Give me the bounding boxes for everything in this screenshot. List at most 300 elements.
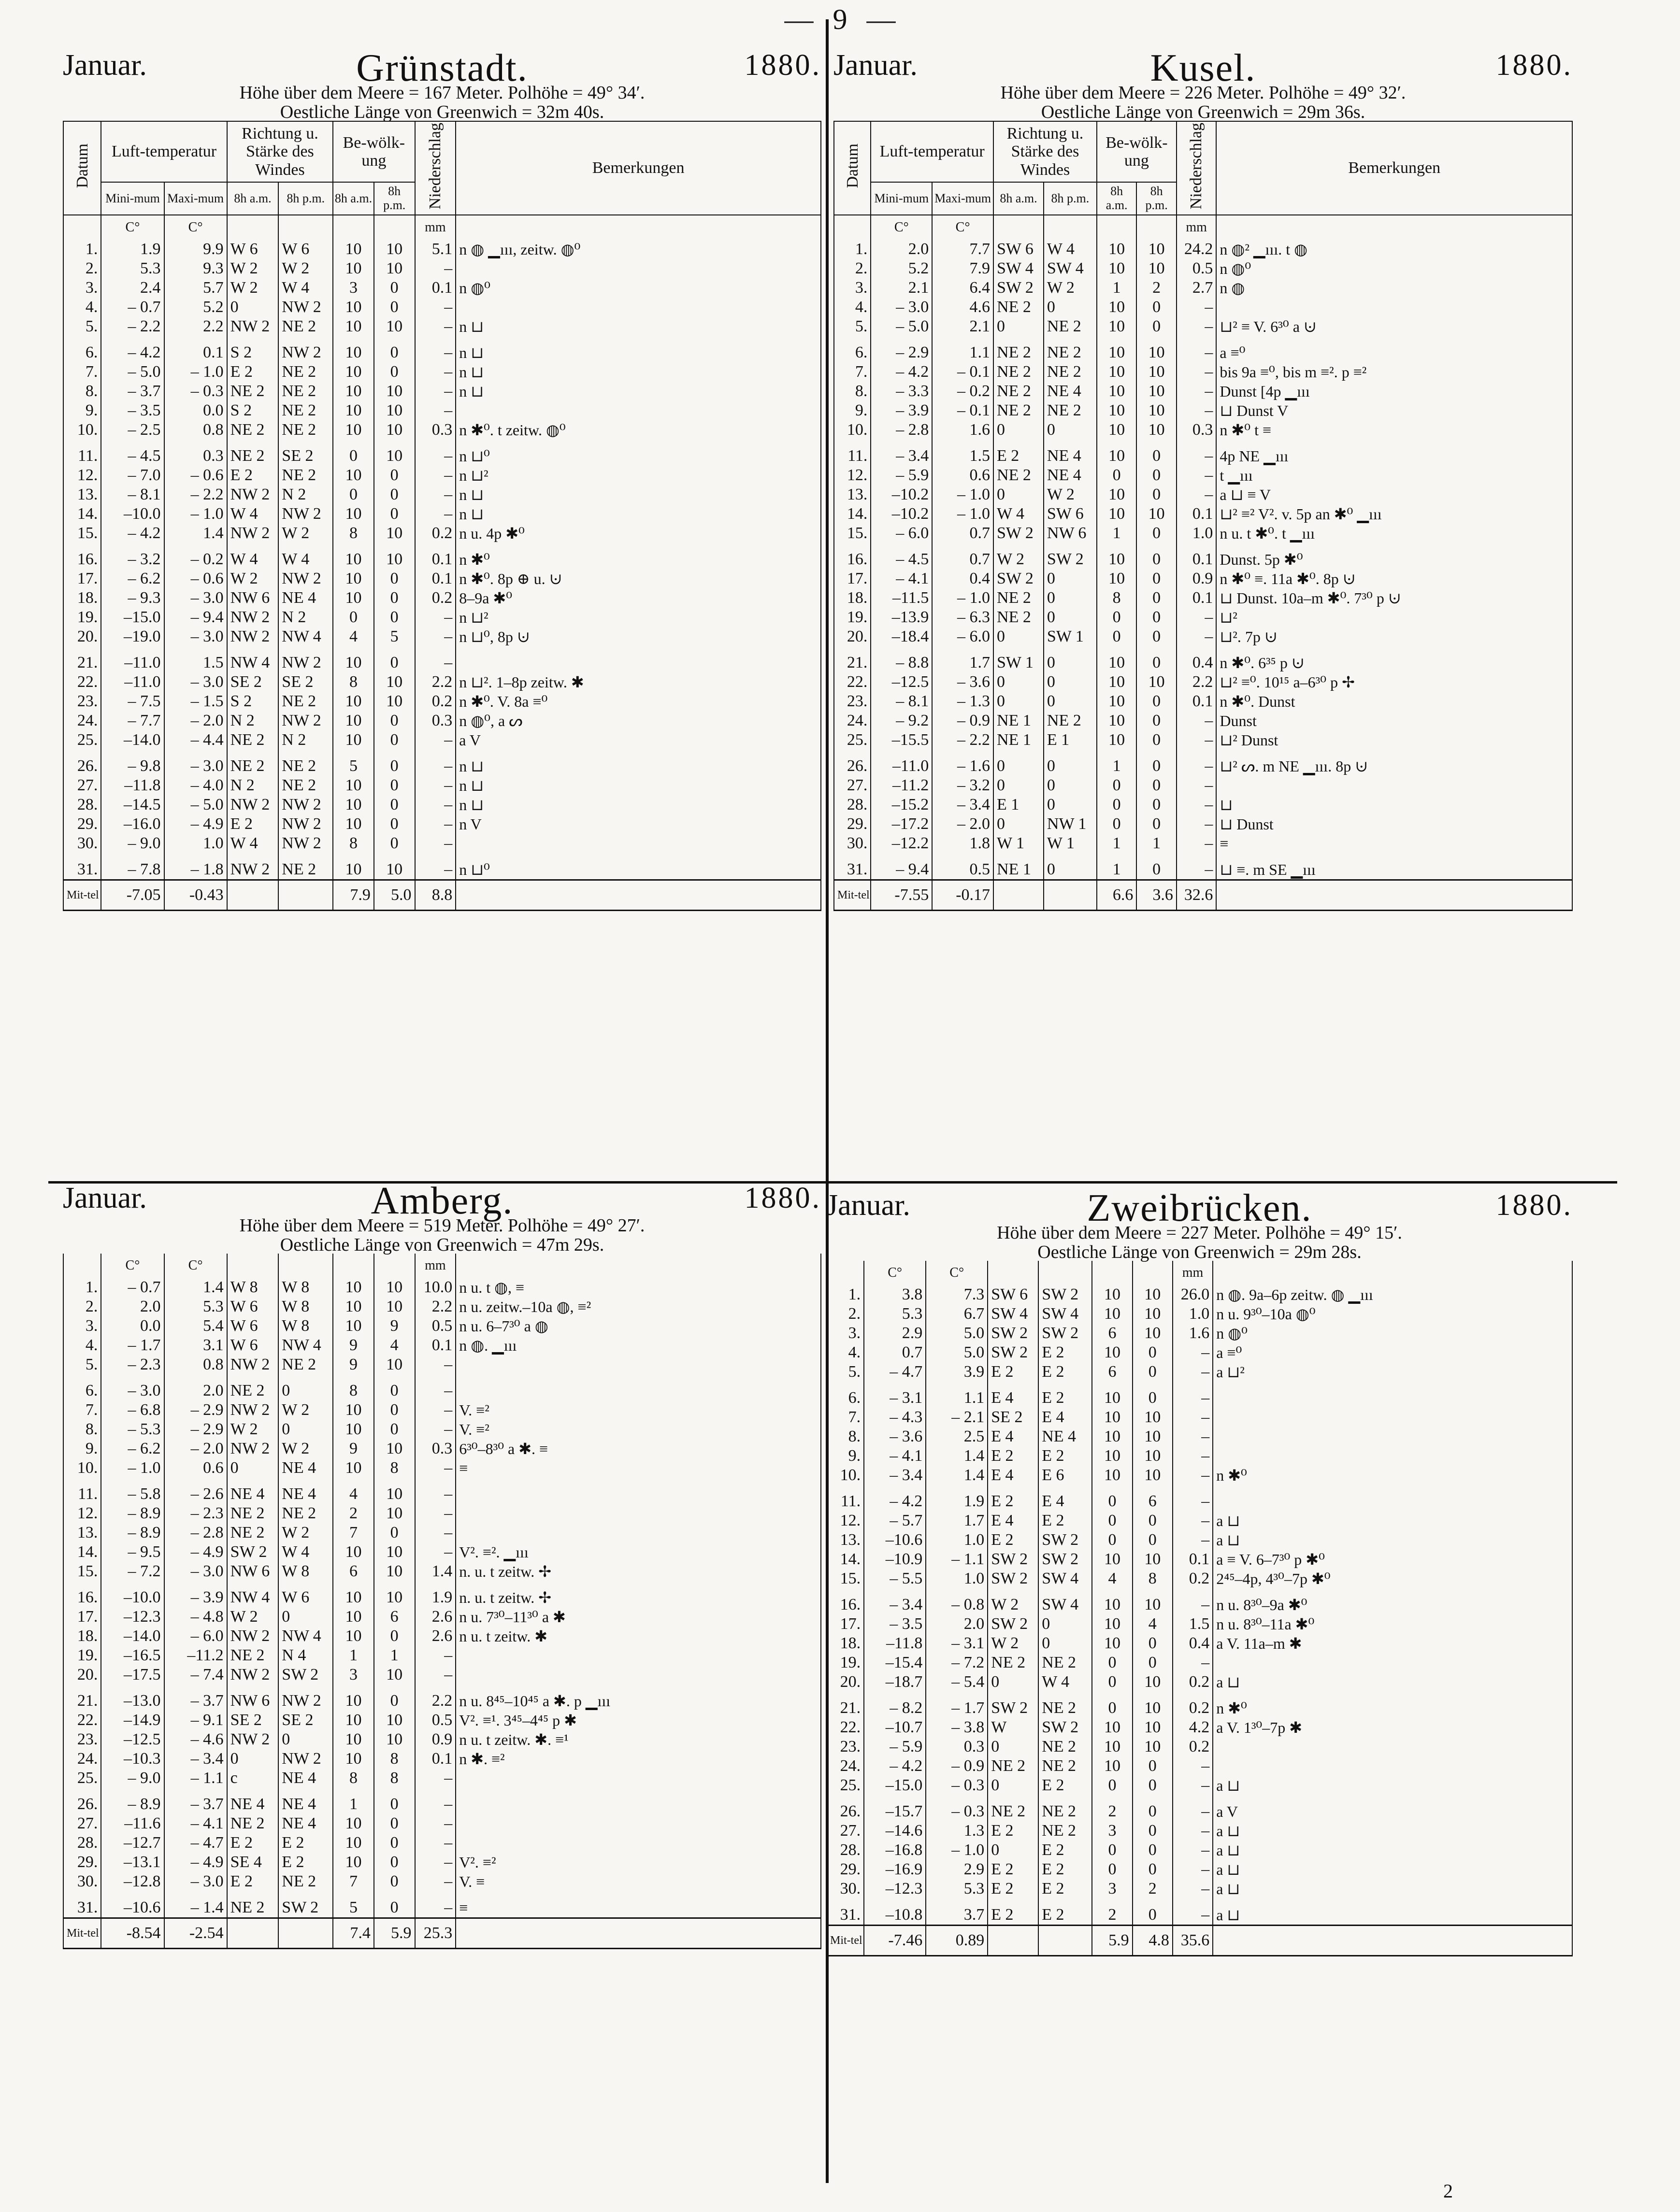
cell-max-temp: – 2.0 (932, 814, 993, 834)
cell-day: 4. (63, 298, 101, 317)
cell-cloud-pm: 0 (374, 1853, 415, 1872)
cell-wind-pm: SW 4 (1038, 1304, 1092, 1324)
cell-min-temp: 0.7 (864, 1343, 926, 1362)
cell-max-temp: – 3.0 (164, 1562, 227, 1581)
cell-max-temp: – 4.8 (164, 1607, 227, 1627)
cell-min-temp: –14.6 (864, 1821, 926, 1841)
table-row (827, 1614, 1572, 1634)
cell-precipitation: – (415, 446, 456, 466)
group-gap (63, 1684, 821, 1691)
cell-cloud-pm: 10 (374, 1711, 415, 1730)
cell-wind-pm: NE 2 (1038, 1653, 1092, 1672)
cell-max-temp: – 4.6 (164, 1730, 227, 1749)
cell-min-temp: – 5.8 (101, 1484, 164, 1504)
table-row (63, 1853, 821, 1872)
cell-cloud-am: 1 (333, 1646, 374, 1665)
cell-cloud-pm: 0 (1136, 730, 1177, 750)
table-row (63, 814, 821, 834)
cell-remarks: a ≡⁰ (1216, 343, 1572, 362)
table-row (63, 1646, 821, 1665)
table-row (63, 1484, 821, 1504)
mean-row (63, 1918, 821, 1949)
cell-wind-pm: E 2 (1038, 1905, 1092, 1926)
cell-cloud-pm: 10 (1133, 1446, 1173, 1466)
cell-max-temp: – 3.0 (164, 1872, 227, 1891)
cell-cloud-am: 10 (333, 814, 374, 834)
cell-wind-am: SE 2 (227, 672, 279, 692)
cell-precipitation: – (1173, 1905, 1213, 1926)
cell-max-temp: 1.0 (926, 1530, 988, 1550)
cell-cloud-am: 10 (333, 1278, 374, 1297)
cell-min-temp: –14.0 (101, 730, 164, 750)
cell-max-temp: – 3.8 (926, 1718, 988, 1737)
cell-cloud-pm: 0 (374, 1833, 415, 1853)
units-row (63, 1254, 821, 1278)
cell-wind-pm: NE 2 (1044, 343, 1097, 362)
cell-remarks: 8–9a ✱⁰ (456, 588, 821, 608)
cell-remarks (456, 1769, 821, 1788)
cell-cloud-am: 10 (333, 692, 374, 711)
cell-min-temp: – 3.7 (101, 382, 164, 401)
cell-precipitation: 0.9 (415, 1730, 456, 1749)
cell-wind-am: NW 4 (227, 653, 279, 672)
group-gap (827, 1898, 1572, 1905)
cell-wind-pm: NW 2 (278, 653, 333, 672)
cell-day: 5. (834, 317, 871, 336)
cell-remarks (456, 834, 821, 853)
cell-wind-pm: E 4 (1038, 1408, 1092, 1427)
cell-wind-am: 0 (988, 1737, 1038, 1756)
table-row (834, 485, 1572, 504)
cell-remarks: n u. t ✱⁰. t ▁ııı (1216, 524, 1572, 543)
cell-remarks: n ⊔² (456, 466, 821, 485)
cell-min-temp: – 6.0 (871, 524, 932, 543)
cell-precipitation: – (415, 608, 456, 627)
cell-min-temp: – 6.8 (101, 1400, 164, 1420)
cell-max-temp: – 2.0 (164, 1439, 227, 1458)
cell-precipitation: – (415, 1795, 456, 1814)
cell-cloud-pm: 10 (374, 1278, 415, 1297)
table-row (63, 420, 821, 440)
cell-remarks (456, 1504, 821, 1523)
cell-cloud-am: 0 (1097, 466, 1137, 485)
table-row (63, 485, 821, 504)
group-gap (827, 1588, 1572, 1595)
cell-wind-am: E 2 (988, 1530, 1038, 1550)
cell-wind-pm: 0 (278, 1420, 333, 1439)
cell-min-temp: – 5.7 (864, 1511, 926, 1530)
cell-remarks: a V (1213, 1802, 1572, 1821)
cell-remarks: n u. zeitw.–10a ◍, ≡² (456, 1297, 821, 1316)
unit-mm: mm (415, 1254, 456, 1278)
longitude-line: Oestliche Länge von Greenwich = 29m 36s. (1041, 102, 1365, 122)
cell-remarks: n ✱⁰ (1213, 1698, 1572, 1718)
cell-cloud-pm: 10 (374, 259, 415, 278)
observation-table (63, 121, 821, 911)
cell-wind-pm: E 2 (1038, 1879, 1092, 1898)
cell-cloud-am: 3 (333, 278, 374, 298)
cell-max-temp: – 1.0 (932, 504, 993, 524)
cell-cloud-am: 10 (1092, 1408, 1132, 1427)
observation-table (833, 121, 1573, 911)
table-row (827, 1530, 1572, 1550)
cell-precipitation: 0.2 (1173, 1698, 1213, 1718)
cell-cloud-pm: 10 (374, 1484, 415, 1504)
cell-precipitation: 0.1 (415, 569, 456, 588)
cell-min-temp: – 5.3 (101, 1420, 164, 1439)
cell-max-temp: 6.7 (926, 1304, 988, 1324)
cell-wind-am: SW 4 (993, 259, 1044, 278)
cell-precipitation: – (1173, 1821, 1213, 1841)
table-row (834, 834, 1572, 853)
unit-min: C° (871, 215, 932, 240)
cell-wind-pm: NW 2 (278, 298, 333, 317)
cell-cloud-pm: 0 (374, 298, 415, 317)
cell-wind-pm: NE 2 (278, 1872, 333, 1891)
table-row (63, 1316, 821, 1336)
header-wind-am: 8h a.m. (993, 182, 1044, 215)
cell-precipitation: – (1173, 1408, 1213, 1427)
cell-min-temp: 2.4 (101, 278, 164, 298)
cell-cloud-pm: 0 (374, 756, 415, 776)
cell-wind-am: NE 2 (993, 608, 1044, 627)
cell-min-temp: –15.2 (871, 795, 932, 814)
cell-cloud-pm: 0 (1136, 317, 1177, 336)
cell-precipitation: – (415, 1504, 456, 1523)
cell-wind-pm: NE 2 (278, 382, 333, 401)
cell-min-temp: – 3.0 (871, 298, 932, 317)
table-row (827, 1304, 1572, 1324)
mean-value (1044, 880, 1097, 910)
cell-day: 3. (834, 278, 871, 298)
cell-cloud-am: 10 (333, 1814, 374, 1833)
cell-cloud-pm: 5 (374, 627, 415, 646)
table-row (834, 466, 1572, 485)
cell-precipitation: – (1173, 1511, 1213, 1530)
cell-day: 20. (63, 627, 101, 646)
cell-cloud-pm: 0 (374, 1872, 415, 1891)
altitude-line: Höhe über dem Meere = 227 Meter. Polhöhe = 49° 15′. (997, 1223, 1402, 1243)
cell-wind-am: E 2 (988, 1879, 1038, 1898)
cell-cloud-am: 0 (1092, 1841, 1132, 1860)
cell-max-temp: – 6.0 (164, 1627, 227, 1646)
cell-precipitation: – (1173, 1343, 1213, 1362)
cell-cloud-pm: 10 (374, 382, 415, 401)
cell-min-temp: – 8.9 (101, 1504, 164, 1523)
cell-min-temp: –13.1 (101, 1853, 164, 1872)
table-row (827, 1511, 1572, 1530)
cell-precipitation: – (415, 627, 456, 646)
cell-cloud-pm: 0 (1133, 1756, 1173, 1776)
cell-day: 21. (63, 653, 101, 672)
cell-precipitation: – (1177, 466, 1217, 485)
cell-cloud-am: 8 (1097, 588, 1137, 608)
cell-wind-pm: 0 (1038, 1614, 1092, 1634)
cell-day: 27. (63, 1814, 101, 1833)
cell-cloud-am: 10 (1097, 550, 1137, 569)
cell-remarks: n ⊔ (456, 343, 821, 362)
cell-min-temp: – 5.9 (871, 466, 932, 485)
cell-wind-am: S 2 (227, 401, 279, 420)
cell-day: 7. (827, 1408, 864, 1427)
cell-day: 4. (827, 1343, 864, 1362)
cell-precipitation: 0.2 (1173, 1737, 1213, 1756)
mean-value (1213, 1926, 1572, 1956)
header-minimum: Mini-mum (101, 182, 164, 215)
cell-wind-am: 0 (988, 1672, 1038, 1692)
cell-wind-am: W 4 (993, 504, 1044, 524)
cell-cloud-am: 10 (1097, 298, 1137, 317)
cell-cloud-am: 10 (1097, 711, 1137, 730)
cell-cloud-pm: 6 (1133, 1492, 1173, 1511)
mean-value (1038, 1926, 1092, 1956)
cell-max-temp: 0.1 (164, 343, 227, 362)
altitude-line: Höhe über dem Meere = 226 Meter. Polhöhe = 49° 32′. (1000, 83, 1406, 103)
cell-precipitation: 2.2 (415, 1691, 456, 1711)
cell-min-temp: –11.6 (101, 1814, 164, 1833)
cell-cloud-am: 10 (333, 317, 374, 336)
cell-precipitation: 0.1 (1173, 1550, 1213, 1569)
cell-cloud-am: 10 (1097, 730, 1137, 750)
table-row (63, 569, 821, 588)
cell-min-temp: – 9.5 (101, 1542, 164, 1562)
cell-cloud-am: 2 (1092, 1802, 1132, 1821)
cell-remarks: n u. 8³⁰–9a ✱⁰ (1213, 1595, 1572, 1614)
cell-min-temp: –11.8 (864, 1634, 926, 1653)
cell-cloud-am: 6 (1092, 1362, 1132, 1382)
cell-max-temp: 5.4 (164, 1316, 227, 1336)
cell-remarks: V. ≡² (456, 1420, 821, 1439)
cell-wind-pm: SW 2 (1038, 1285, 1092, 1304)
cell-wind-am: E 4 (988, 1388, 1038, 1408)
cell-cloud-am: 10 (1097, 343, 1137, 362)
cell-cloud-am: 10 (333, 401, 374, 420)
cell-max-temp: 0.6 (932, 466, 993, 485)
cell-remarks: n ◍. ▁ııı (456, 1336, 821, 1355)
unit-max: C° (164, 215, 227, 240)
cell-cloud-am: 10 (333, 1607, 374, 1627)
cell-cloud-am: 10 (1092, 1446, 1132, 1466)
cell-min-temp: – 6.2 (101, 569, 164, 588)
cell-wind-am: NE 1 (993, 730, 1044, 750)
cell-cloud-pm: 8 (374, 1749, 415, 1769)
table-row (63, 711, 821, 730)
cell-wind-pm: 0 (1044, 795, 1097, 814)
cell-max-temp: 4.6 (932, 298, 993, 317)
cell-wind-pm: NE 4 (278, 1484, 333, 1504)
cell-cloud-pm: 0 (374, 1400, 415, 1420)
cell-day: 10. (63, 1458, 101, 1478)
header-niederschlag (415, 121, 456, 215)
cell-cloud-pm: 0 (1136, 466, 1177, 485)
cell-cloud-am: 10 (1097, 401, 1137, 420)
cell-remarks: ≡ (456, 1898, 821, 1918)
cell-day: 30. (63, 834, 101, 853)
cell-cloud-pm: 0 (374, 1814, 415, 1833)
cell-wind-am: NE 2 (993, 401, 1044, 420)
cell-min-temp: –10.0 (101, 504, 164, 524)
cell-max-temp: – 1.0 (164, 504, 227, 524)
cell-cloud-am: 10 (1092, 1388, 1132, 1408)
cell-day: 21. (834, 653, 871, 672)
cell-wind-am: W 2 (227, 1420, 279, 1439)
cell-wind-am: NW 2 (227, 795, 279, 814)
group-gap (63, 1478, 821, 1484)
cell-remarks (1213, 1388, 1572, 1408)
cell-cloud-pm: 10 (374, 401, 415, 420)
unit-mm: mm (1173, 1261, 1213, 1285)
cell-wind-am: E 2 (988, 1446, 1038, 1466)
cell-precipitation: – (1177, 343, 1217, 362)
table-row (834, 298, 1572, 317)
mean-value (278, 880, 333, 910)
table-row (834, 259, 1572, 278)
cell-precipitation: – (415, 756, 456, 776)
cell-min-temp: – 9.8 (101, 756, 164, 776)
cell-wind-pm: 0 (1044, 608, 1097, 627)
cell-remarks: n ✱⁰ (1213, 1466, 1572, 1485)
table-row (834, 550, 1572, 569)
cell-remarks: t ▁ııı (1216, 466, 1572, 485)
cell-remarks: a ⊔ (1213, 1776, 1572, 1795)
cell-day: 22. (63, 672, 101, 692)
cell-precipitation: 0.4 (1173, 1634, 1213, 1653)
cell-wind-pm: NW 6 (1044, 524, 1097, 543)
table-row (63, 1833, 821, 1853)
cell-max-temp: 0.7 (932, 524, 993, 543)
cell-min-temp: –11.0 (101, 672, 164, 692)
cell-remarks: ⊔². 7p ⊍ (1216, 627, 1572, 646)
cell-day: 15. (63, 524, 101, 543)
cell-cloud-am: 9 (333, 1439, 374, 1458)
cell-remarks: a ⊔ (1213, 1860, 1572, 1879)
cell-day: 2. (63, 259, 101, 278)
cell-day: 25. (834, 730, 871, 750)
cell-max-temp: 2.9 (926, 1860, 988, 1879)
cell-precipitation: – (415, 834, 456, 853)
cell-wind-am: NE 2 (988, 1756, 1038, 1776)
mean-value: -0.17 (932, 880, 993, 910)
header-wind-pm: 8h p.m. (1044, 182, 1097, 215)
cell-cloud-pm: 8 (374, 1769, 415, 1788)
cell-max-temp: – 0.2 (164, 550, 227, 569)
cell-cloud-pm: 10 (1133, 1466, 1173, 1485)
cell-cloud-am: 0 (1092, 1698, 1132, 1718)
cell-wind-am: E 4 (988, 1511, 1038, 1530)
cell-wind-pm: 0 (1044, 756, 1097, 776)
cell-precipitation: – (415, 1420, 456, 1439)
cell-cloud-pm: 10 (374, 446, 415, 466)
header-bemerkungen: Bemerkungen (456, 121, 821, 215)
cell-min-temp: – 4.2 (101, 524, 164, 543)
cell-cloud-am: 10 (1092, 1285, 1132, 1304)
cell-remarks: Dunst. 5p ✱⁰ (1216, 550, 1572, 569)
cell-wind-am: E 2 (993, 446, 1044, 466)
cell-remarks: n ⊔ (456, 504, 821, 524)
group-gap (827, 1795, 1572, 1802)
cell-wind-pm: W 2 (278, 1400, 333, 1420)
cell-max-temp: – 1.1 (926, 1550, 988, 1569)
cell-day: 1. (63, 240, 101, 259)
cell-max-temp: – 2.3 (164, 1504, 227, 1523)
cell-max-temp: – 3.0 (164, 672, 227, 692)
cell-wind-am: NE 2 (227, 1898, 279, 1918)
cell-remarks: n ✱⁰. Dunst (1216, 692, 1572, 711)
table-row (63, 446, 821, 466)
cell-wind-pm: E 2 (278, 1833, 333, 1853)
cell-cloud-am: 1 (1097, 278, 1137, 298)
table-row (827, 1427, 1572, 1446)
cell-cloud-am: 10 (333, 776, 374, 795)
cell-remarks (456, 1833, 821, 1853)
cell-cloud-am: 1 (333, 1795, 374, 1814)
cell-wind-pm: E 4 (1038, 1492, 1092, 1511)
cell-min-temp: –16.9 (864, 1860, 926, 1879)
table-row (63, 382, 821, 401)
cell-wind-am: NW 2 (227, 1439, 279, 1458)
cell-cloud-pm: 1 (374, 1646, 415, 1665)
cell-cloud-pm: 0 (374, 653, 415, 672)
cell-day: 26. (834, 756, 871, 776)
cell-wind-pm: 0 (1044, 420, 1097, 440)
mean-value: 5.9 (374, 1918, 415, 1949)
cell-remarks: n. u. t zeitw. ✢ (456, 1588, 821, 1607)
cell-remarks: V². ≡². ▁ııı (456, 1542, 821, 1562)
cell-remarks: n ⊔ (456, 756, 821, 776)
cell-wind-pm: NE 2 (1038, 1737, 1092, 1756)
cell-day: 4. (834, 298, 871, 317)
cell-day: 1. (834, 240, 871, 259)
cell-remarks (1216, 776, 1572, 795)
cell-wind-pm: NE 2 (278, 776, 333, 795)
cell-precipitation: – (415, 362, 456, 382)
cell-day: 11. (63, 1484, 101, 1504)
cell-wind-am: 0 (993, 672, 1044, 692)
cell-cloud-pm: 0 (374, 1691, 415, 1711)
cell-cloud-am: 10 (1097, 382, 1137, 401)
cell-min-temp: – 6.2 (101, 1439, 164, 1458)
cell-cloud-pm: 0 (374, 1627, 415, 1646)
cell-wind-am: NE 1 (993, 860, 1044, 880)
table-row (63, 1872, 821, 1891)
cell-cloud-am: 10 (1092, 1634, 1132, 1653)
cell-wind-pm: SW 4 (1038, 1595, 1092, 1614)
cell-cloud-pm: 0 (374, 1420, 415, 1439)
cell-wind-pm: W 8 (278, 1297, 333, 1316)
mean-value (456, 880, 821, 910)
cell-remarks: n ⊔ (456, 485, 821, 504)
table-row (834, 420, 1572, 440)
cell-cloud-pm: 0 (1133, 1860, 1173, 1879)
cell-day: 3. (63, 278, 101, 298)
station-header (826, 1188, 1573, 1261)
cell-wind-am: W 2 (988, 1595, 1038, 1614)
table-row (834, 343, 1572, 362)
cell-cloud-am: 10 (333, 1691, 374, 1711)
mean-value: 7.4 (333, 1918, 374, 1949)
cell-cloud-pm: 10 (1136, 343, 1177, 362)
cell-cloud-am: 10 (1097, 692, 1137, 711)
cell-cloud-am: 0 (1097, 776, 1137, 795)
cell-wind-pm: NE 2 (278, 317, 333, 336)
cell-wind-pm: E 2 (1038, 1776, 1092, 1795)
cell-cloud-am: 10 (333, 1316, 374, 1336)
cell-precipitation: 10.0 (415, 1278, 456, 1297)
cell-wind-am: SW 2 (988, 1343, 1038, 1362)
cell-precipitation: 2.7 (1177, 278, 1217, 298)
cell-day: 30. (63, 1872, 101, 1891)
cell-day: 13. (63, 1523, 101, 1542)
